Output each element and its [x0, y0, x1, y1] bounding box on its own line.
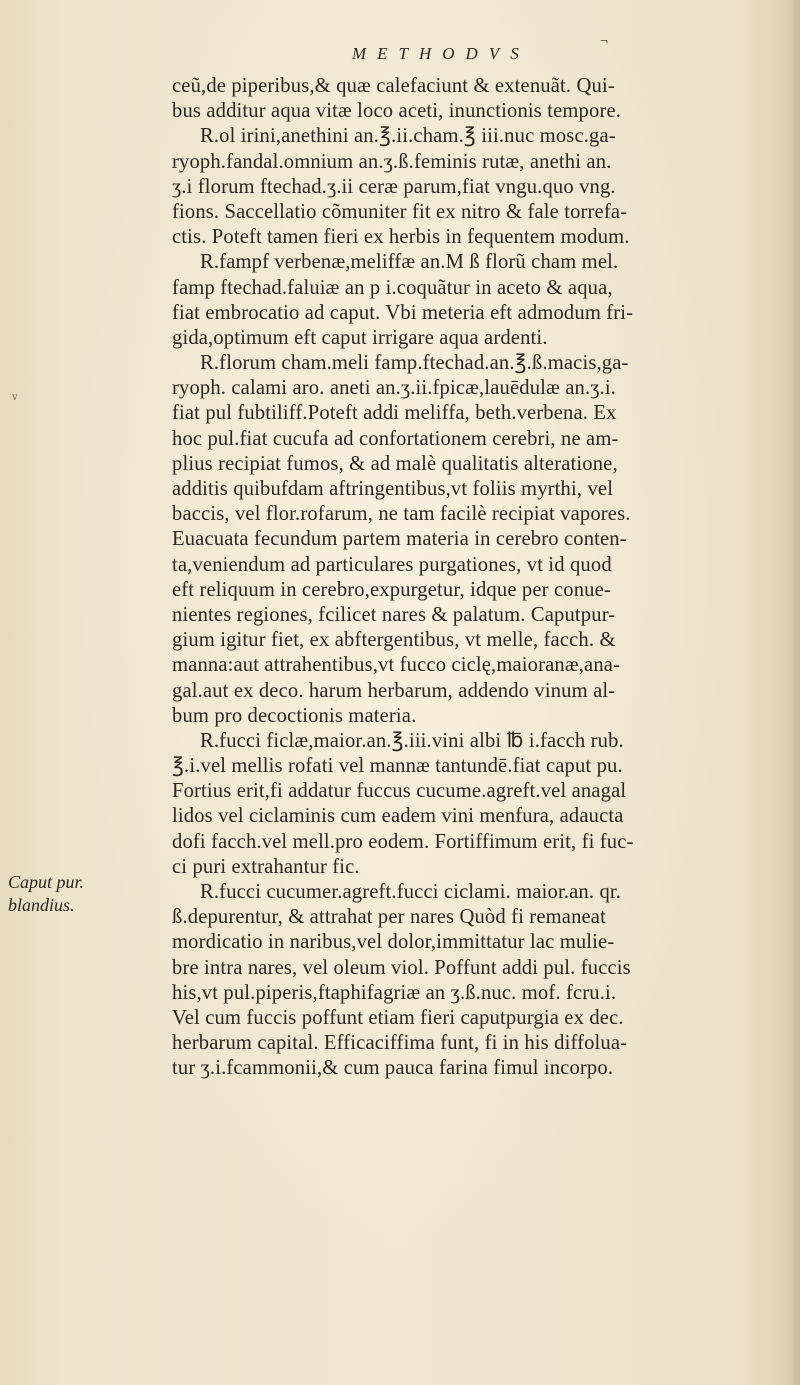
- text-line: R.fucci cucumer.agreft.fucci ciclami. maior.an. qr.: [200, 881, 622, 903]
- text-line: his,vt pul.piperis,ftaphifagriæ an ʒ.ß.nuc. mof. fcru.i.: [172, 981, 617, 1004]
- text-line: Euacuata fecundum partem materia in cerebro conten-: [172, 528, 627, 551]
- text-line: ʒ.i florum ftechad.ʒ.ii ceræ parum,fiat vngu.quo vng.: [172, 175, 616, 198]
- text-line: hoc pul.fiat cucufa ad confortationem cerebri, ne am-: [172, 427, 619, 450]
- text-line: eft reliquum in cerebro,expurgetur, idque per conue-: [172, 578, 611, 601]
- text-line: baccis, vel flor.rofarum, ne tam facilè recipiat vapores.: [172, 503, 631, 526]
- text-line: R.fucci ficlæ,maior.an.℥.iii.vini albi ℔ i.facch rub.: [200, 729, 624, 752]
- page-edge-shadow: [786, 0, 800, 1385]
- text-line: Vel cum fuccis poffunt etiam fieri caputpurgia ex dec.: [172, 1006, 624, 1029]
- text-line: manna:aut attrahentibus,vt fucco ciclę,maioranæ,ana-: [172, 654, 621, 677]
- text-line: R.florum cham.meli famp.ftechad.an.℥.ß.macis,ga-: [200, 352, 629, 375]
- running-head-mark: ¬: [600, 34, 608, 49]
- text-line: ℥.i.vel mellis rofati vel mannæ tantundē.fiat caput pu.: [172, 755, 623, 778]
- text-line: famp ftechad.faluiæ an p i.coquãtur in aceto & aqua,: [172, 276, 613, 299]
- text-line: nientes regiones, fcilicet nares & palatum. Caputpur-: [172, 603, 616, 626]
- text-line: Fortius erit,fi addatur fuccus cucume.agreft.vel anagal: [172, 780, 627, 803]
- text-line: tur ʒ.i.fcammonii,& cum pauca farina fimul incorpo.: [172, 1057, 614, 1080]
- text-line: R.ol irini,anethini an.℥.ii.cham.℥ iii.nuc mosc.ga-: [200, 125, 616, 148]
- text-line: bum pro decoctionis materia.: [172, 704, 417, 727]
- text-line: ctis. Poteft tamen fieri ex herbis in fequentem modum.: [172, 226, 630, 249]
- text-line: ß.depurentur, & attrahat per nares Quòd fi remaneat: [172, 906, 606, 929]
- text-line: fions. Saccellatio cõmuniter fit ex nitro & fale torrefa-: [172, 200, 628, 223]
- marginal-note-line-1: Caput pur.: [8, 872, 85, 892]
- text-line: mordicatio in naribus,vel dolor,immittatur lac mulie-: [172, 931, 615, 954]
- text-line: plius recipiat fumos, & ad malè qualitatis alteratione,: [172, 452, 618, 475]
- text-line: R.fampf verbenæ,meliffæ an.M ß florũ cham mel.: [200, 251, 619, 274]
- text-line: ryoph. calami aro. aneti an.ʒ.ii.fpicæ,lauēdulæ an.ʒ.i.: [172, 377, 616, 400]
- running-head-title: METHODVS: [352, 44, 530, 63]
- body-text: [172, 74, 772, 1082]
- text-line: dofi facch.vel mell.pro eodem. Fortiffimum erit, fi fuc-: [172, 830, 634, 853]
- text-line: gal.aut ex deco. harum herbarum, addendo vinum al-: [172, 679, 616, 702]
- text-line: ceũ,de piperibus,& quæ calefaciunt & extenuãt. Qui-: [172, 75, 615, 97]
- text-line: fiat pul fubtiliff.Poteft addi meliffa, beth.verbena. Ex: [172, 402, 617, 425]
- marginal-note-line-2: blandius.: [8, 895, 75, 915]
- text-line: ci puri extrahantur fic.: [172, 855, 360, 878]
- text-line: gida,optimum eft caput irrigare aqua ardenti.: [172, 326, 548, 349]
- text-line: additis quibufdam aftringentibus,vt foliis myrthi, vel: [172, 478, 614, 500]
- text-line: bre intra nares, vel oleum viol. Poffunt addi pul. fuccis: [172, 956, 631, 979]
- running-head: [352, 34, 608, 64]
- text-line: gium igitur fiet, ex abftergentibus, vt melle, facch. &: [172, 629, 616, 652]
- text-line: bus additur aqua vitæ loco aceti, inunctionis tempore.: [172, 100, 622, 123]
- marginal-note: [8, 871, 148, 917]
- text-line: ryoph.fandal.omnium an.ʒ.ß.feminis rutæ, anethi an.: [172, 150, 612, 173]
- text-line: lidos vel ciclaminis cum eadem vini menfura, adaucta: [172, 805, 624, 828]
- margin-stray-mark: v: [12, 392, 18, 403]
- text-line: herbarum capital. Efficaciffima funt, fi in his diffolua-: [172, 1032, 628, 1055]
- text-line: ta,veniendum ad particulares purgationes, vt id quod: [172, 553, 612, 576]
- text-line: fiat embrocatio ad caput. Vbi meteria eft admodum fri-: [172, 301, 634, 324]
